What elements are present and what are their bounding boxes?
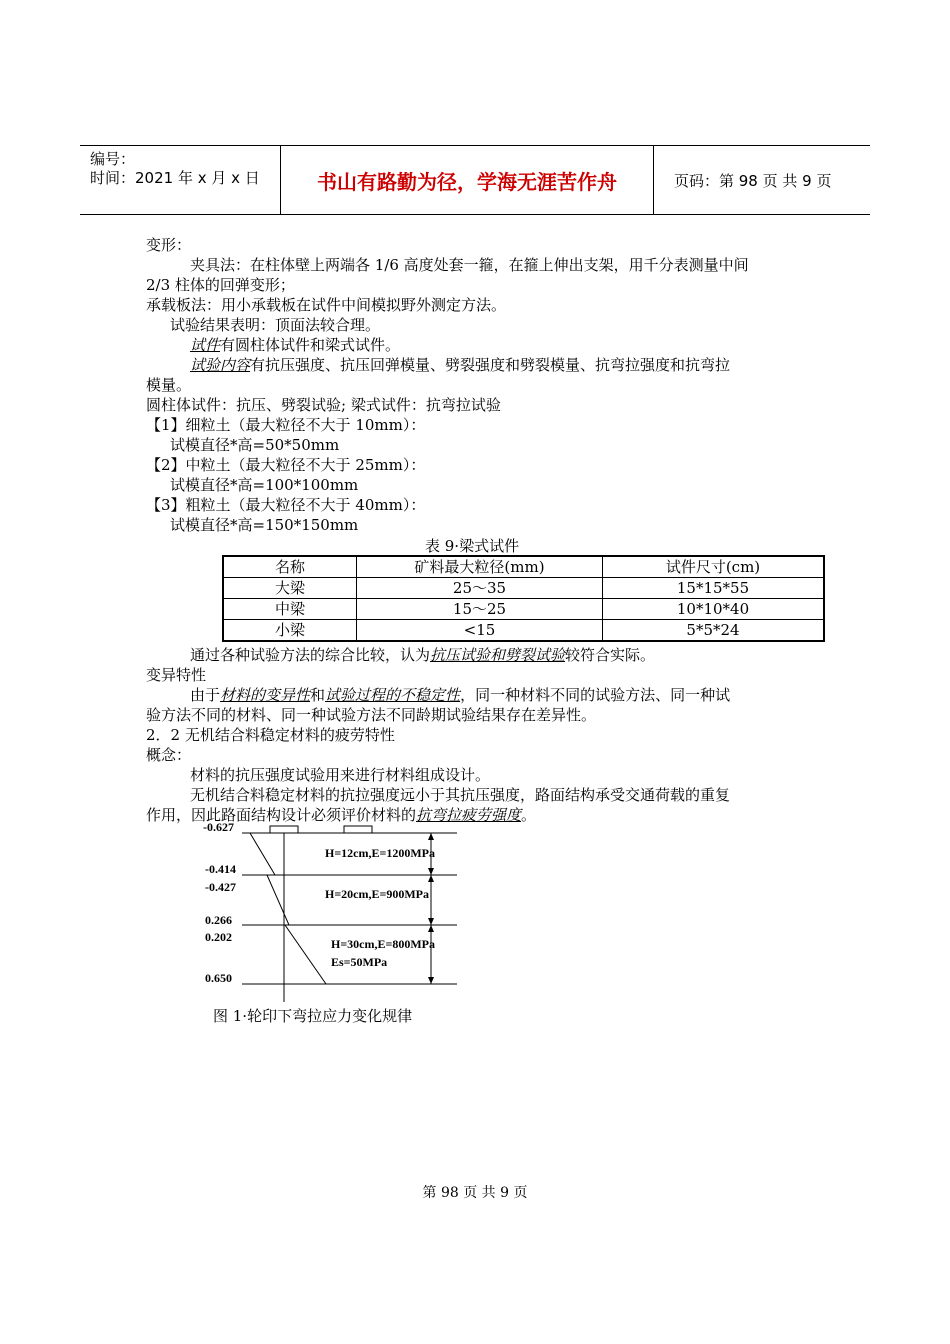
table-header-cell: 试件尺寸(cm) [603, 556, 825, 578]
stress-value: -0.627 [203, 820, 234, 834]
arrow-up-icon [428, 925, 434, 932]
text-line: 材料的抗压强度试验用来进行材料组成设计。 [190, 766, 491, 784]
stress-value: 0.202 [205, 930, 232, 944]
stress-value: 0.266 [205, 913, 232, 927]
text-line [190, 685, 730, 705]
table-cell: 中梁 [223, 599, 357, 620]
table-cell: 5*5*24 [603, 620, 825, 642]
table-row [223, 578, 824, 599]
text-line: 试模直径*高=150*150mm [170, 516, 359, 534]
page-info-text: 页码：第 98 页 共 9 页 [674, 171, 832, 190]
term-underlined: 试验过程的不稳定性 [325, 686, 461, 704]
stress-distribution-figure [195, 820, 465, 1005]
text-line: 试模直径*高=100*100mm [170, 476, 359, 494]
table-row [223, 620, 824, 642]
text-line: 圆柱体试件：抗压、劈裂试验; 梁式试件：抗弯拉试验 [146, 396, 501, 414]
stress-value: 0.650 [205, 971, 232, 985]
table-cell: 10*10*40 [603, 599, 825, 620]
text-span: 。 [521, 806, 537, 824]
table-cell: 大梁 [223, 578, 357, 599]
beam-specimen-table [222, 555, 825, 642]
header-page-info [664, 146, 870, 214]
layer-label: H=20cm,E=900MPa [325, 887, 429, 901]
table-cell: 15*15*55 [603, 578, 825, 599]
text-line: 【3】粗粒土（最大粒径不大于 40mm）： [146, 496, 426, 514]
text-line: 承载板法：用小承载板在试件中间模拟野外测定方法。 [146, 296, 507, 314]
term-underlined: 材料的变异性 [220, 686, 311, 704]
text-line: 概念： [146, 746, 192, 764]
table-row [223, 599, 824, 620]
table-header-cell: 矿料最大粒径(mm) [357, 556, 603, 578]
text-line: 变异特性 [146, 666, 207, 684]
text-line [190, 645, 655, 665]
text-line: 【2】中粒土（最大粒径不大于 25mm）： [146, 456, 426, 474]
table-cell: <15 [357, 620, 603, 642]
stress-value: -0.414 [205, 862, 236, 876]
arrow-up-icon [428, 875, 434, 882]
layer-label: H=12cm,E=1200MPa [325, 846, 435, 860]
figure-caption: 图 1·轮印下弯拉应力变化规律 [213, 1007, 413, 1025]
table-cell: 15～25 [357, 599, 603, 620]
arrow-down-icon [428, 918, 434, 925]
text-span: 作用，因此路面结构设计必须评价材料的 [146, 806, 417, 824]
text-span: 有抗压强度、抗压回弹模量、劈裂强度和劈裂模量、抗弯拉强度和抗弯拉 [250, 356, 731, 374]
term-underlined: 试件 [190, 336, 221, 354]
text-line: 无机结合料稳定材料的抗拉强度远小于其抗压强度，路面结构承受交通荷载的重复 [190, 786, 731, 804]
text-line: 验方法不同的材料、同一种试验方法不同龄期试验结果存在差异性。 [146, 706, 597, 724]
text-line: 2/3 柱体的回弹变形； [146, 276, 295, 294]
time-label: 时间：2021 年 x 月 x 日 [90, 169, 260, 187]
table-caption: 表 9·梁式试件 [425, 537, 520, 555]
page-footer: 第 98 页 共 9 页 [422, 1185, 528, 1201]
layer-label: Es=50MPa [331, 955, 388, 969]
wheel-load-icon [344, 826, 372, 833]
number-label: 编号： [90, 150, 136, 168]
term-underlined: 抗弯拉疲劳强度 [416, 806, 522, 824]
term-underlined: 试验内容 [190, 356, 251, 374]
text-span: ，同一种材料不同的试验方法、同一种试 [460, 686, 731, 704]
wheel-load-icon [270, 826, 298, 833]
header-meta [80, 146, 281, 214]
text-line: 试验结果表明：顶面法较合理。 [170, 316, 381, 334]
text-line: 变形： [146, 236, 192, 254]
layer-label: H=30cm,E=800MPa [331, 937, 435, 951]
text-span: 通过各种试验方法的综合比较，认为 [190, 646, 431, 664]
arrow-down-icon [428, 868, 434, 875]
text-line [190, 355, 730, 375]
text-line [190, 335, 400, 355]
table-cell: 25～35 [357, 578, 603, 599]
text-span: 较符合实际。 [565, 646, 656, 664]
arrow-up-icon [428, 833, 434, 840]
text-line: 模量。 [146, 376, 192, 394]
stress-value: -0.427 [205, 880, 236, 894]
text-line: 夹具法：在柱体壁上两端各 1/6 高度处套一箍，在箍上伸出支架，用千分表测量中间 [190, 256, 749, 274]
stress-curve [250, 833, 326, 984]
term-underlined: 抗压试验和劈裂试验 [430, 646, 566, 664]
header-motto: 书山有路勤为径，学海无涯苦作舟 [281, 146, 654, 214]
arrow-down-icon [428, 977, 434, 984]
text-span: 和 [310, 686, 326, 704]
text-line: 试模直径*高=50*50mm [170, 436, 340, 454]
text-span: 由于 [190, 686, 221, 704]
table-header-cell: 名称 [223, 556, 357, 578]
text-span: 有圆柱体试件和梁式试件。 [220, 336, 401, 354]
text-line: 【1】细粒土（最大粒径不大于 10mm）： [146, 416, 426, 434]
page-header [80, 145, 870, 215]
table-cell: 小梁 [223, 620, 357, 642]
section-heading: 2．2 无机结合料稳定材料的疲劳特性 [146, 726, 395, 744]
table-header-row [223, 556, 824, 578]
